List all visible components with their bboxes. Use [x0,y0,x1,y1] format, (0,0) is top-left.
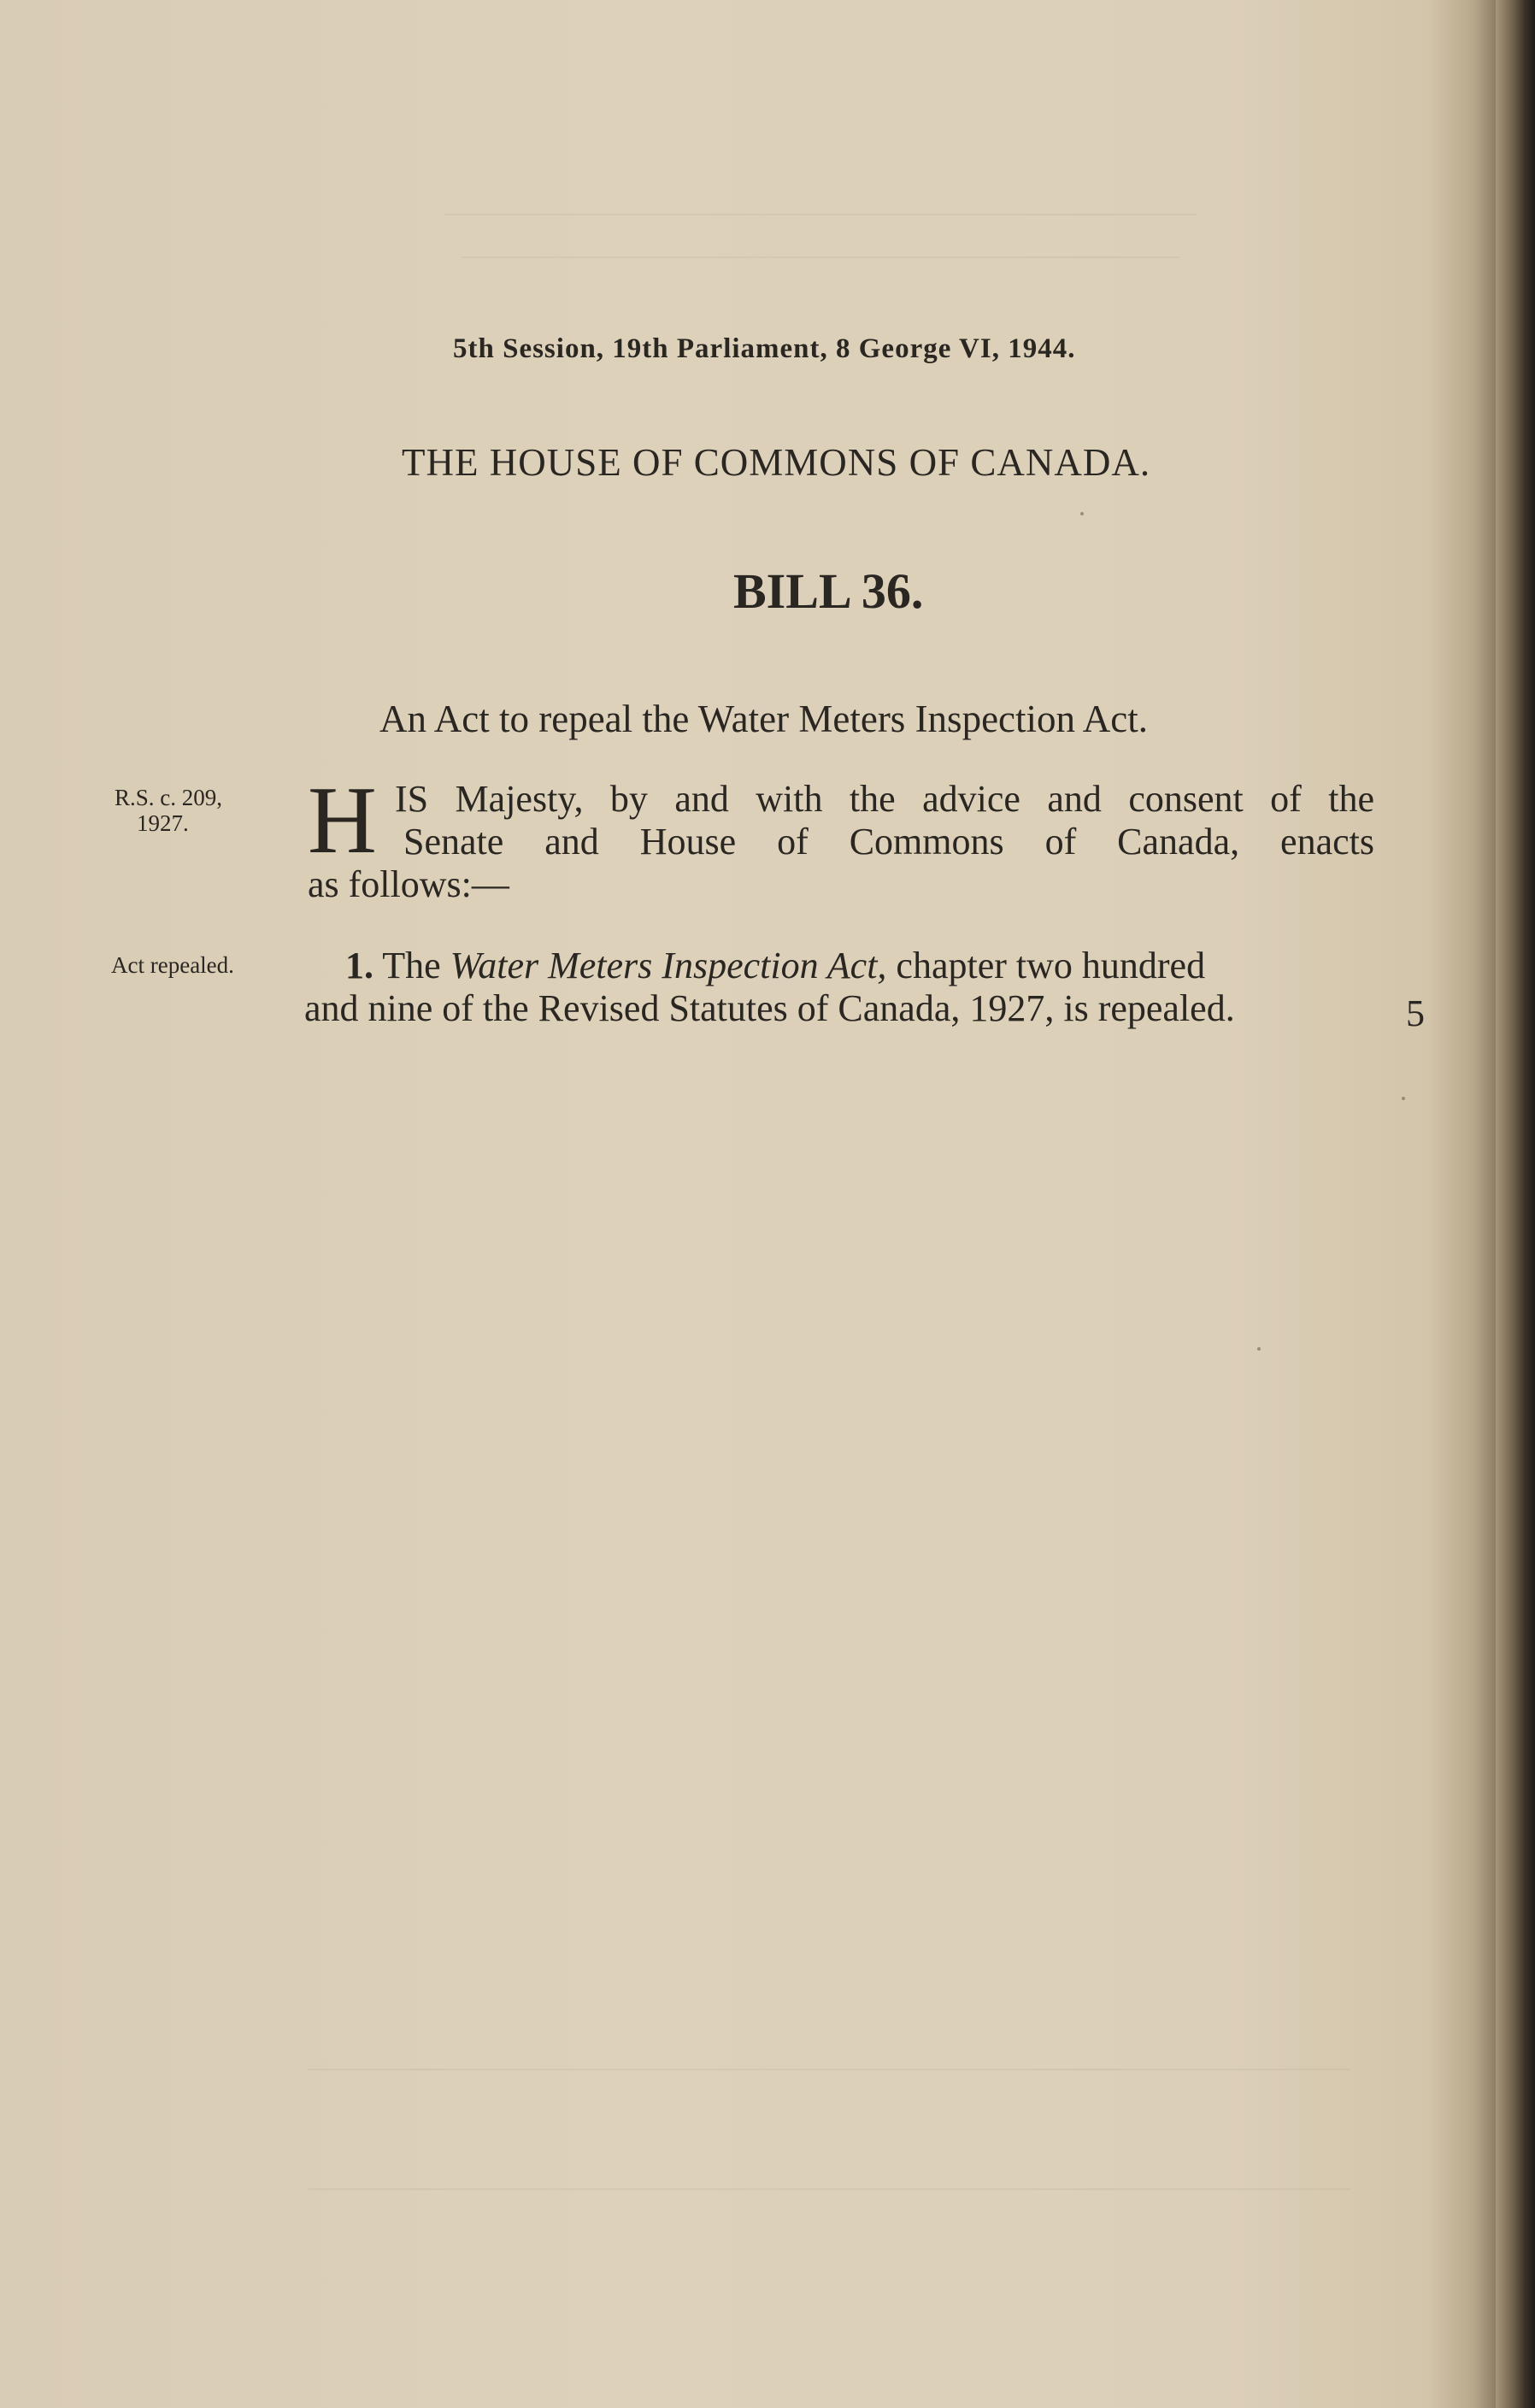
paper-speck [1080,512,1084,515]
marginal-note-rsc-year: 1927. [137,810,189,836]
bleed-through-line [462,256,1179,258]
bleed-through-line [308,2069,1350,2070]
section-lead: The [382,945,441,986]
drop-cap: H [308,768,377,874]
marginal-note-rsc: R.S. c. 209, [115,785,223,810]
marginal-note-act-repealed: Act repealed. [111,952,234,978]
session-heading: 5th Session, 19th Parliament, 8 George VI, 1944. [453,333,1076,364]
enacting-clause [308,768,1374,906]
paper-speck [1402,1097,1405,1100]
line-number: 5 [1406,992,1425,1034]
enacting-line-3: as follows:— [308,863,509,905]
act-name: Water Meters Inspection Act, [450,945,887,986]
section-1-line-1 [304,945,1373,987]
page-spine-shadow [1496,0,1535,2408]
bleed-through-line [308,2188,1350,2190]
section-text: chapter two hundred [896,945,1206,986]
enacting-line-1: IS Majesty, by and with the advice and consent of the [395,778,1374,820]
bill-number: BILL 36. [733,563,924,619]
section-number: 1. [345,945,373,986]
house-heading: THE HOUSE OF COMMONS OF CANADA. [402,441,1151,484]
section-1-line-2: and nine of the Revised Statutes of Canada, 1927, is repealed. [304,987,1235,1029]
bleed-through-line [444,214,1197,215]
enacting-line-2: Senate and House of Commons of Canada, enacts [403,821,1374,863]
paper-speck [1257,1347,1261,1351]
act-title: An Act to repeal the Water Meters Inspection Act. [379,698,1149,740]
section-1 [304,945,1373,1030]
